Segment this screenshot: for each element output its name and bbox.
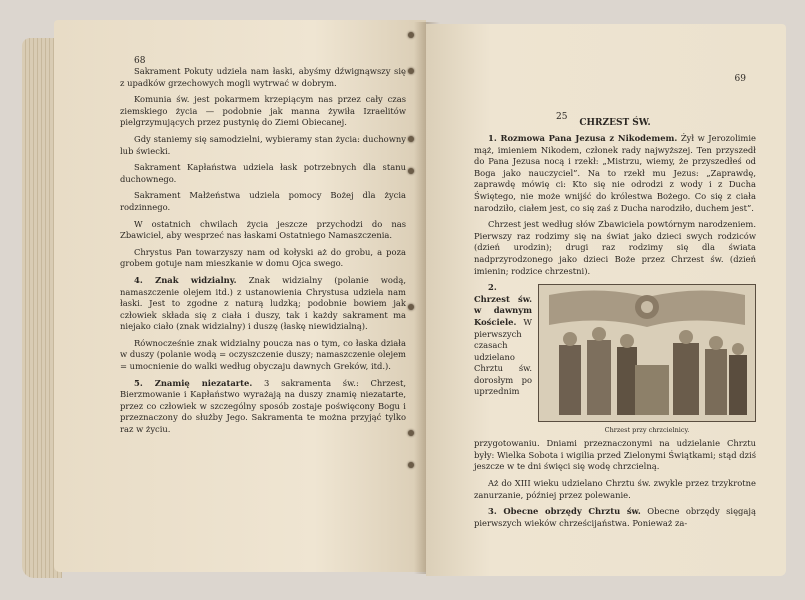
paragraph [120,94,406,129]
right-page-text [474,133,756,529]
paragraph-heading: 3. Obecne obrzędy Chrztu św. [488,506,641,517]
paragraph [120,378,406,436]
left-page-number: 68 [134,56,146,66]
left-page [54,20,426,572]
paragraph-text: 3 sakramenta św.: Chrzest, Bierzmowanie i Kapłaństwo wyrażają na duszy znamię niezatarte, przez co człowiek w szczególny sposób zostaje poświęcony Bogu i przeznaczony do służby Jego. Sakramenta te można przyjąć tylko raz w życiu. [120,377,406,435]
paragraph [474,219,756,277]
binding-hole [408,32,414,38]
paragraph-text: Komunia św. jest pokarmem krzepiącym nas przez cały czas ziemskiego życia — podobnie jak manna żywiła Izraelitów pielgrzymujących przez pustynię do Ziemi Obiecanej. [120,94,406,128]
binding-hole [408,68,414,74]
paragraph-text: Aż do XIII wieku udzielano Chrztu św. zwykle przez trzykrotne zanurzanie, później przez polewanie. [474,477,756,500]
paragraph-text: Obecne obrzędy sięgają pierwszych wieków chrześcijaństwa. Ponieważ za- [474,506,756,528]
figure-caption: Chrzest przy chrzcielnicy. [604,426,690,435]
binding-hole [408,136,414,142]
paragraph-text: Sakrament Kapłaństwa udziela łask potrzebnych dla stanu duchownego. [120,162,406,184]
paragraph-text: W pierwszych czasach udzielano Chrztu św. dorosłym po uprzednim przygotowaniu. Dniami przeznaczonymi na udzielanie Chrztu były: Wielka Sobota i wigilia przed Zielonymi Świątkami; stąd dziś jeszcze w te dni święci się wodę chrzcielną. [474,316,756,472]
binding-hole [408,304,414,310]
binding-hole [408,430,414,436]
paragraph [474,506,756,529]
right-page [426,24,786,576]
paragraph [120,338,406,373]
paragraph-text: Sakrament Małżeństwa udziela pomocy Bożej dla życia rodzinnego. [120,190,406,212]
paragraph [120,134,406,157]
paragraph [120,66,406,89]
paragraph-heading: 5. Znamię niezatarte. [134,377,253,388]
paragraph-text: Równocześnie znak widzialny poucza nas o tym, co łaska działa w duszy (polanie wodą = oczyszczenie duszy; namaszczenie olejem = umocnienie do walki według obyczaju dawnych Greków, itd.). [120,337,406,372]
open-book [22,16,792,582]
paragraph-text: Chrzest jest według słów Zbawiciela powtórnym narodzeniem. Pierwszy raz rodzimy się na świat jako dzieci swych rodziców (dzień urodzin); drugi raz rodzimy się dla świata nadprzyrodzonego jako dzieci Boże przez Chrzest św. (dzień imienin; rodzice chrzestni). [474,219,756,276]
binding-hole [408,462,414,468]
paragraph-text: Żył w Jerozolimie mąż, imieniem Nikodem, członek rady najwyższej. Ten przyszedł do Pana Jezusa nocą i rzekł: „Mistrzu, wiemy, że przyszedłeś od Boga jako nauczyciel”. Na to rzekł mu Jezus: „Zaprawdę, zaprawdę mówię ci: Kto się nie odrodzi z wody i z Ducha Świętego, nie może wnijść do królestwa Bożego. Co się z ciała narodziło, ciałem jest, co się zaś z Ducha narodziło, duchem jest”. [474,133,757,213]
paragraph-text: Gdy staniemy się samodzielni, wybieramy stan życia: duchowny lub świecki. [120,133,406,156]
paragraph [474,133,756,214]
baptism-illustration [538,284,756,434]
paragraph [120,275,406,333]
paragraph [120,247,406,270]
paragraph-heading: 4. Znak widzialny. [134,274,237,285]
running-head: 25 [556,112,568,122]
right-page-number: 69 [734,74,746,84]
left-page-text [120,66,406,436]
paragraph-text: Sakrament Pokuty udziela nam łaski, abyśmy dźwignąwszy się z upadków grzechowych mogli wytrwać w dobrym. [120,66,406,88]
section-title: CHRZEST ŚW. [579,118,651,128]
paragraph-text: W ostatnich chwilach życia jeszcze przychodzi do nas Zbawiciel, aby wesprzeć nas łaskami Ostatniego Namaszczenia. [120,218,406,241]
paragraph [120,190,406,213]
paragraph [474,478,756,501]
paragraph-text: Znak widzialny (polanie wodą, namaszczenie olejem itd.) z ustanowienia Chrystusa udziela nam łaski. Jest to zgodne z naturą ludzką; podobnie bowiem jak człowiek składa się z ciała i duszy, tak i każdy sakrament ma niejako ciało (znak widzialny) i duszę (łaskę niewidzialną). [120,274,406,332]
paragraph-heading: 1. Rozmowa Pana Jezusa z Nikodemem. [488,133,678,143]
paragraph [120,162,406,185]
paragraph-heading: 2. Chrzest św. w dawnym Kościele. [474,282,532,327]
paragraph [120,219,406,242]
paragraph-text: Chrystus Pan towarzyszy nam od kołyski aż do grobu, a poza grobem gotuje nam mieszkanie w domu Ojca swego. [120,246,406,269]
binding-hole [408,168,414,174]
